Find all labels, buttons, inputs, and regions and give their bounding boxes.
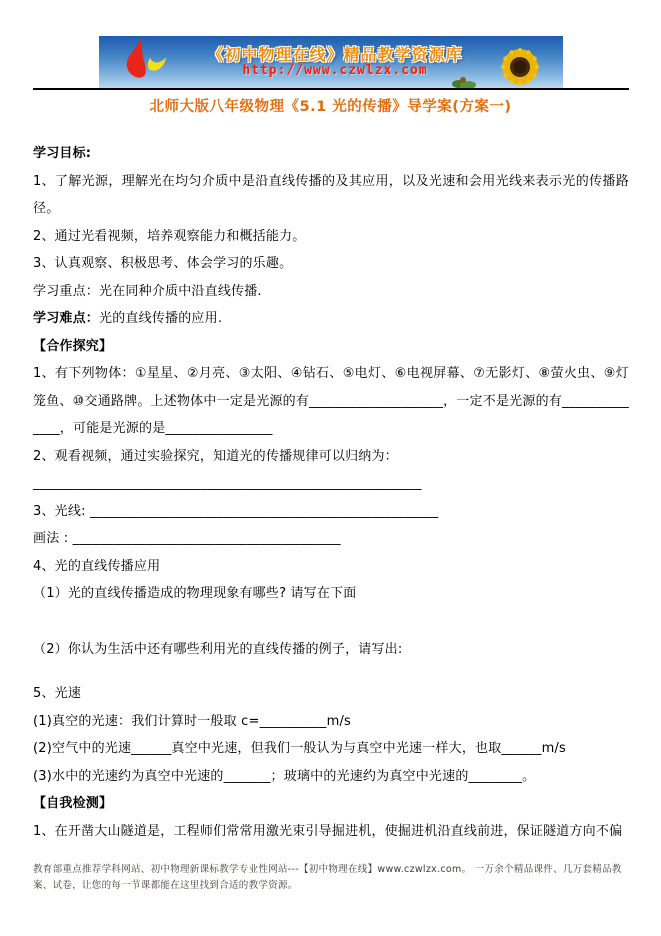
question-2-blank: __________________________________________________________: [33, 476, 422, 491]
banner-text-block: [181, 46, 489, 78]
document-title: 北师大版八年级物理《5.1 光的传播》导学案(方案一): [149, 99, 512, 115]
plant-icon: [451, 72, 477, 88]
question-2: 2、观看视频，通过实验探究，知道光的传播规律可以归纳为：: [33, 448, 398, 464]
flame-logo-icon: [117, 38, 175, 86]
question-4: 4、光的直线传播应用: [33, 558, 161, 574]
banner-site-url: http://www.czwlzx.com: [242, 62, 428, 78]
difficult-point-line: [33, 305, 629, 333]
page-footer: 教育部重点推荐学科网站、初中物理新课标教学专业性网站---【初中物理在线】www.czwlzx.com。 一万余个精品课件、几万套精品教案、试卷，让您的每一节课都能在这里找到合适的教学资源。: [33, 864, 622, 891]
cooperate-heading: 【合作探究】: [33, 338, 113, 354]
question-4-2: （2）你认为生活中还有哪些利用光的直线传播的例子，请写出:: [33, 641, 403, 657]
banner-site-title: 《初中物理在线》精品教学资源库: [207, 45, 463, 65]
page-header: [33, 36, 629, 90]
question-3-draw: 画法 : ________________________________________: [33, 531, 341, 546]
selftest-1: 1、在开凿大山隧道是，工程师们常常用激光束引导掘进机，使掘进机沿直线前进，保证隧道方向不偏: [33, 823, 623, 839]
question-1: 1、有下列物体：①星星、②月亮、③太阳、④钻石、⑤电灯、⑥电视屏幕、⑦无影灯、⑧萤火虫、⑨灯笼鱼、⑩交通路牌。上述物体中一定是光源的有____________________，一定不是光源的有______________，可能是光源的是________________: [33, 366, 629, 436]
document-body: [33, 140, 629, 845]
question-5-3: (3)水中的光速约为真空中光速的_______；玻璃中的光速约为真空中光速的________。: [33, 768, 536, 784]
objectives-heading: 学习目标:: [33, 146, 92, 161]
difficult-point-text: 光的直线传播的应用.: [99, 311, 223, 326]
objective-1: 1、了解光源，理解光在均匀介质中是沿直线传播的及其应用，以及光速和会用光线来表示光的传播路径。: [33, 173, 629, 216]
selftest-heading: 【自我检测】: [33, 796, 113, 811]
objective-3: 3、认真观察、积极思考、体会学习的乐趣。: [33, 256, 293, 271]
key-point-text: 光在同种介质中沿直线传播.: [99, 283, 262, 299]
question-3: 3、光线: ____________________________________________________: [33, 503, 439, 519]
key-point-line: [33, 278, 629, 306]
difficult-point-label: 学习难点：: [33, 311, 100, 326]
objective-2: 2、通过光看视频，培养观察能力和概括能力。: [33, 228, 306, 244]
question-5: 5、光速: [33, 686, 82, 701]
question-5-1: (1)真空的光速：我们计算时一般取 c=__________m/s: [33, 713, 352, 729]
question-4-1: （1）光的直线传播造成的物理现象有哪些? 请写在下面: [33, 586, 357, 601]
key-point-label: 学习重点：: [33, 283, 100, 299]
sunflower-icon: [483, 37, 557, 88]
site-banner: [99, 36, 563, 88]
question-5-2: (2)空气中的光速______真空中光速，但我们一般认为与真空中光速一样大，也取______m/s: [33, 741, 567, 756]
